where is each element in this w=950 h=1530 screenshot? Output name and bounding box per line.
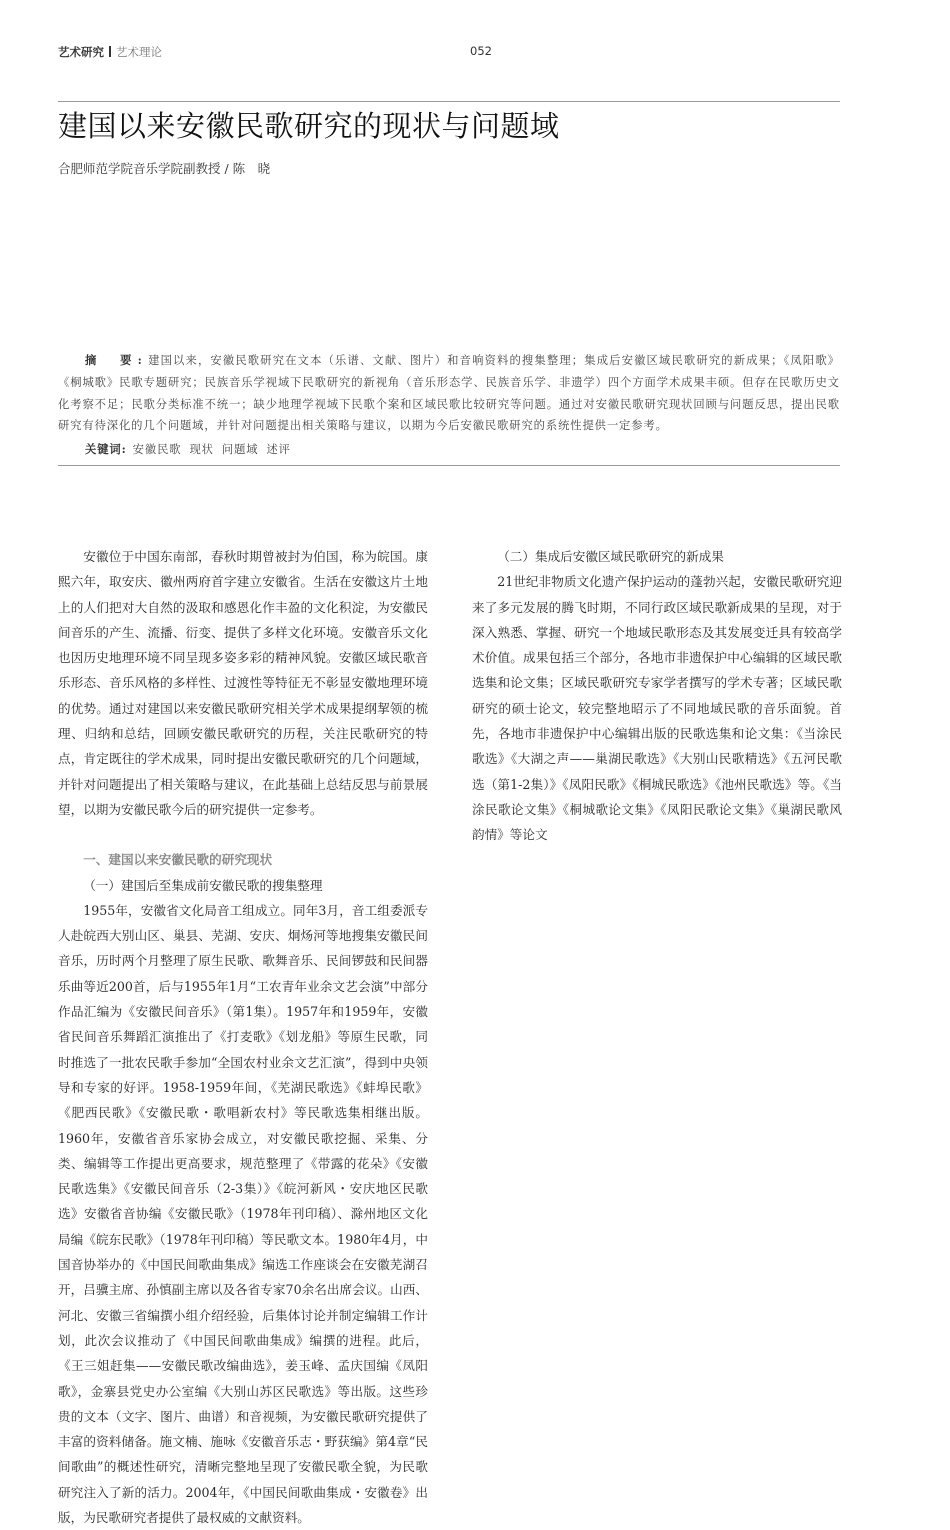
keyword: 现状 (189, 443, 214, 457)
keyword: 问题域 (221, 443, 259, 457)
abstract-block (58, 350, 840, 466)
keyword: 安徽民歌 (132, 443, 182, 457)
section-heading: 一、建国以来安徽民歌的研究现状 (83, 852, 273, 868)
body-column-left (58, 544, 428, 1530)
body-paragraph: 21世纪非物质文化遗产保护运动的蓬勃兴起，安徽民歌研究迎来了多元发展的腾飞时期，不同行政区域民歌新成果的呈现，对于深入熟悉、掌握、研究一个地域民歌形态及其发展变迁具有较高学术价值。成果包括三个部分，各地市非遗保护中心编辑的区域民歌选集和论文集；区域民歌研究专家学者撰写的学术专著；区域民歌研究的硕士论文，较完整地昭示了不同地域民歌的音乐面貌。首先，各地市非遗保护中心编辑出版的民歌选集和论文集：《当涂民歌选》《大湖之声——巢湖民歌选》《大别山民歌精选》《五河民歌选（第1-2集）》《凤阳民歌》《桐城民歌选》《池州民歌选》等。《当涂民歌论文集》《桐城歌论文集》《凤阳民歌论文集》《巢湖民歌风韵情》等论文 (472, 574, 842, 843)
keyword: 述评 (266, 443, 291, 457)
header-subsection: 艺术理论 (116, 45, 162, 59)
abstract-rule (58, 465, 840, 466)
body-paragraph: 1955年，安徽省文化局音工组成立。同年3月，音工组委派专人赴皖西大别山区、巢县、芜湖、安庆、炯炀河等地搜集安徽民间音乐，历时两个月整理了原生民歌、歌舞音乐、民间锣鼓和民间器乐曲等近200首，后与1955年1月“工农青年业余文艺会演”中部分作品汇编为《安徽民间音乐》（第1集）。1957年和1959年，安徽省民间音乐舞蹈汇演推出了《打麦歌》《划龙船》等原生民歌，同时推选了一批农民歌手参加“全国农村业余文艺汇演”，得到中央领导和专家的好评。1958-1959年间，《芜湖民歌选》《蚌埠民歌》《肥西民歌》《安徽民歌・歌唱新农村》等民歌选集相继出版。1960年，安徽省音乐家协会成立，对安徽民歌挖掘、采集、分类、编辑等工作提出更高要求，规范整理了《带露的花朵》《安徽民歌选集》《安徽民间音乐（2-3集）》《皖河新风・安庆地区民歌选》安徽省音协编《安徽民歌》（1978年刊印稿）、滁州地区文化局编《皖东民歌》（1978年刊印稿）等民歌文本。1980年4月，中国音协举办的《中国民间歌曲集成》编选工作座谈会在安徽芜湖召开，吕骥主席、孙慎副主席以及各省专家70余名出席会议。山西、河北、安徽三省编撰小组介绍经验，后集体讨论并制定编辑工作计划，此次会议推动了《中国民间歌曲集成》编撰的进程。此后，《王三姐赶集——安徽民歌改编曲选》，姜玉峰、孟庆国编《凤阳歌》，金寨县党史办公室编《大别山苏区民歌选》等出版。这些珍贵的文本（文字、图片、曲谱）和音视频，为安徽民歌研究提供了丰富的资料储备。施文楠、施咏《安徽音乐志・野获编》第4章“民间歌曲”的概述性研究，清晰完整地呈现了安徽民歌全貌，为民歌研究注入了新的活力。2004年，《中国民间歌曲集成・安徽卷》出版，为民歌研究者提供了最权威的文献资料。 (58, 902, 428, 1525)
keywords-label: 关键词: (85, 442, 127, 457)
author-line: 合肥师范学院音乐学院副教授 / 陈 晓 (58, 161, 271, 176)
abstract (58, 350, 840, 437)
intro-paragraph: 安徽位于中国东南部，春秋时期曾被封为伯国，称为皖国。康熙六年，取安庆、徽州两府首字建立安徽省。生活在安徽这片土地上的人们把对大自然的汲取和感恩化作丰盈的文化积淀，为安徽民间音乐的产生、流播、衍变、提供了多样文化环境。安徽音乐文化也因历史地理环境不同呈现多姿多彩的精神风貌。安徽区域民歌音乐形态、音乐风格的多样性、过渡性等特征无不彰显安徽地理环境的优势。通过对建国以来安徽民歌研究相关学术成果提纲挈领的梳理、归纳和总结，回顾安徽民歌研究的历程，关注民歌研究的特点，肯定既往的学术成果，同时提出安徽民歌研究的几个问题域，并针对问题提出了相关策略与建议，在此基础上总结反思与前景展望，以期为安徽民歌今后的研究提供一定参考。 (58, 549, 428, 817)
abstract-label: 摘 要: (85, 353, 148, 367)
page-number: 052 (470, 44, 492, 58)
keywords (58, 439, 840, 460)
article-title: 建国以来安徽民歌研究的现状与问题域 (58, 109, 560, 143)
abstract-text: 建国以来，安徽民歌研究在文本（乐谱、文献、图片）和音响资料的搜集整理；集成后安徽区域民歌研究的新成果；《凤阳歌》《桐城歌》民歌专题研究；民族音乐学视域下民歌研究的新视角（音乐形态学、民族音乐学、非遗学）四个方面学术成果丰硕。但存在民歌历史文化考察不足；民歌分类标准不统一；缺少地理学视域下民歌个案和区域民歌比较研究等问题。通过对安徽民歌研究现状回顾与问题反思，提出民歌研究有待深化的几个问题域，并针对问题提出相关策略与建议，以期为今后安徽民歌研究的系统性提供一定参考。 (58, 354, 840, 433)
header-divider (109, 46, 111, 57)
subsection-heading: （二）集成后安徽区域民歌研究的新成果 (497, 549, 724, 564)
subsection-heading: （一）建国后至集成前安徽民歌的搜集整理 (83, 877, 323, 893)
header-section: 艺术研究 (58, 45, 104, 59)
running-header (58, 44, 840, 62)
body-column-right (472, 544, 842, 848)
title-rule (58, 101, 840, 102)
